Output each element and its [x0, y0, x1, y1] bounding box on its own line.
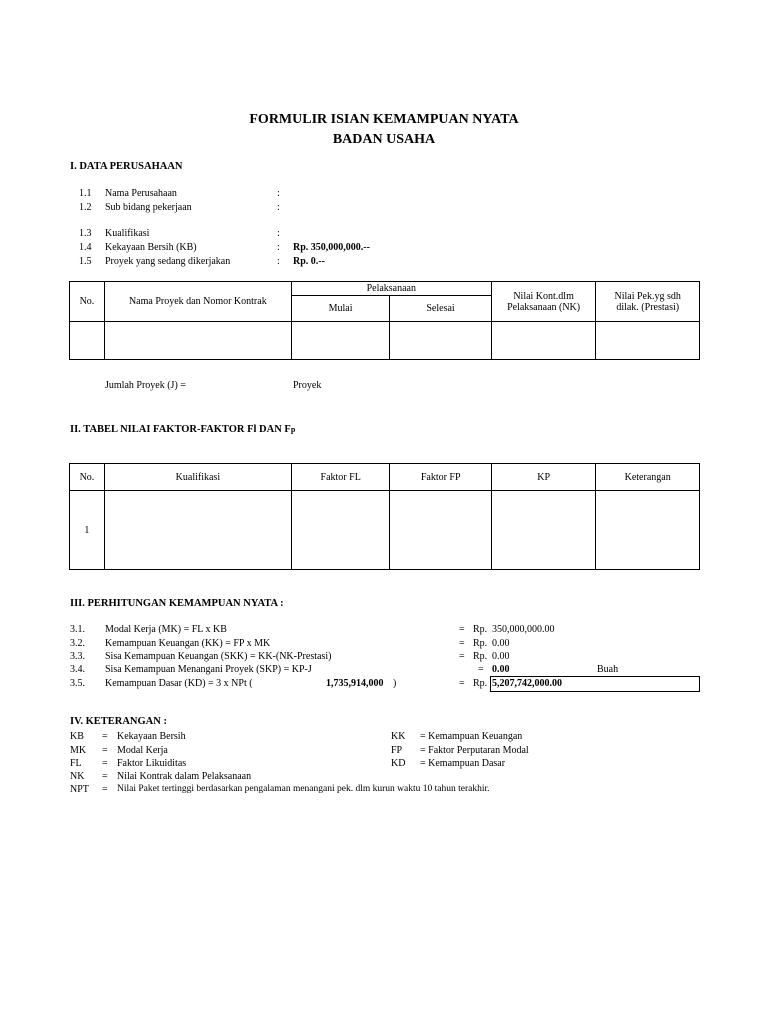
form-title-line2: BADAN USAHA — [332, 132, 436, 147]
faktor-table — [69, 463, 700, 570]
row-colon: : — [277, 228, 280, 239]
header-prestasi-line1: Nilai Pek.yg sdh — [614, 290, 681, 302]
jumlah-proyek-unit: Proyek — [293, 380, 322, 391]
abbr: KD — [391, 758, 406, 769]
modal-kerja-value: 350,000,000.00 — [492, 624, 555, 635]
header-no: No. — [70, 282, 105, 322]
desc: Faktor Likuiditas — [117, 758, 187, 769]
abbr: FP — [391, 745, 403, 756]
row-equals: = — [459, 624, 465, 635]
header-nilai-line1: Nilai Kont.dlm — [513, 290, 574, 302]
row-equals: = — [478, 664, 484, 675]
cell-faktor-fl — [291, 491, 390, 570]
header-faktor-fp: Faktor FP — [390, 464, 492, 491]
desc: Kekayaan Bersih — [117, 731, 186, 742]
row-colon: : — [277, 188, 280, 199]
row-colon: : — [277, 242, 280, 253]
row-number: 3.5. — [70, 678, 85, 689]
cell-no — [70, 322, 105, 360]
abbr: NPT — [70, 784, 89, 795]
row-label: Kekayaan Bersih (KB) — [105, 242, 197, 253]
row-colon: : — [277, 202, 280, 213]
row-label: Sub bidang pekerjaan — [105, 202, 192, 213]
row-number: 3.2. — [70, 638, 85, 649]
row-rp: Rp. — [473, 651, 488, 662]
row-colon: : — [277, 256, 280, 267]
row-label: Kualifikasi — [105, 228, 150, 239]
abbr: KB — [70, 731, 84, 742]
row-label: Sisa Kemampuan Keuangan (SKK) = KK-(NK-Prestasi) — [105, 651, 332, 662]
header-mulai: Mulai — [291, 296, 389, 322]
header-nilai-kontrak — [491, 282, 596, 322]
kemampuan-keuangan-value: 0.00 — [492, 638, 510, 649]
header-keterangan: Keterangan — [596, 464, 700, 491]
npt-value: 1,735,914,000 — [326, 678, 384, 689]
cell-prestasi — [596, 322, 700, 360]
header-kp: KP — [491, 464, 595, 491]
row-number: 1.1 — [79, 188, 92, 199]
sisa-kemampuan-proyek-value: 0.00 — [492, 664, 510, 675]
kekayaan-bersih-value: Rp. 350,000,000.-- — [293, 242, 370, 253]
kemampuan-dasar-box — [490, 676, 700, 692]
close-paren: ) — [393, 678, 397, 689]
equals: = — [102, 745, 108, 756]
section2-heading-main: II. TABEL NILAI FAKTOR-FAKTOR Fl DAN F — [70, 424, 291, 435]
cell-no: 1 — [70, 491, 105, 570]
desc: Nilai Kontrak dalam Pelaksanaan — [117, 771, 252, 782]
row-label: Modal Kerja (MK) = FL x KB — [105, 624, 227, 635]
form-title-line1: FORMULIR ISIAN KEMAMPUAN NYATA — [249, 112, 519, 127]
header-nilai-line2: Pelaksanaan (NK) — [507, 301, 581, 313]
row-rp: Rp. — [473, 678, 488, 689]
desc: Modal Kerja — [117, 745, 168, 756]
row-number: 1.4 — [79, 242, 92, 253]
abbr: MK — [70, 745, 87, 756]
header-kualifikasi: Kualifikasi — [104, 464, 291, 491]
row-number: 1.2 — [79, 202, 92, 213]
sisa-kemampuan-keuangan-value: 0.00 — [492, 651, 510, 662]
desc: = Kemampuan Keuangan — [420, 731, 523, 742]
equals: = — [102, 731, 108, 742]
cell-kp — [491, 491, 595, 570]
row-label: Nama Perusahaan — [105, 188, 177, 199]
abbr: FL — [70, 758, 82, 769]
cell-selesai — [390, 322, 492, 360]
header-faktor-fl: Faktor FL — [291, 464, 390, 491]
row-unit: Buah — [597, 664, 619, 675]
abbr: NK — [70, 771, 85, 782]
cell-nilai — [491, 322, 596, 360]
section3-heading: III. PERHITUNGAN KEMAMPUAN NYATA : — [70, 598, 284, 609]
row-equals: = — [459, 638, 465, 649]
row-equals: = — [459, 651, 465, 662]
section4-heading: IV. KETERANGAN : — [70, 716, 167, 727]
header-prestasi-line2: dilak. (Prestasi) — [616, 301, 680, 313]
row-label: Kemampuan Dasar (KD) = 3 x NPt ( — [105, 678, 253, 689]
row-label: Kemampuan Keuangan (KK) = FP x MK — [105, 638, 271, 649]
header-nama-proyek: Nama Proyek dan Nomor Kontrak — [104, 282, 291, 322]
row-rp: Rp. — [473, 638, 488, 649]
cell-keterangan — [596, 491, 700, 570]
jumlah-proyek-label: Jumlah Proyek (J) = — [105, 380, 186, 391]
cell-faktor-fp — [390, 491, 492, 570]
abbr: KK — [391, 731, 406, 742]
row-number: 3.3. — [70, 651, 85, 662]
cell-nama — [104, 322, 291, 360]
proyek-dikerjakan-value: Rp. 0.-- — [293, 256, 325, 267]
equals: = — [102, 784, 108, 795]
desc: Nilai Paket tertinggi berdasarkan pengalaman menangani pek. dlm kurun waktu 10 tahun terakhir. — [117, 784, 490, 794]
section2-heading-sub: p — [290, 425, 296, 434]
row-equals: = — [459, 678, 465, 689]
cell-kualifikasi — [104, 491, 291, 570]
header-pelaksanaan: Pelaksanaan — [291, 282, 491, 296]
cell-mulai — [291, 322, 389, 360]
row-number: 3.4. — [70, 664, 85, 675]
row-number: 1.3 — [79, 228, 92, 239]
header-prestasi — [596, 282, 700, 322]
kemampuan-dasar-value: 5,207,742,000.00 — [492, 678, 562, 689]
desc: = Faktor Perputaran Modal — [420, 745, 529, 756]
row-number: 1.5 — [79, 256, 92, 267]
row-label: Proyek yang sedang dikerjakan — [105, 256, 231, 267]
projects-table — [69, 281, 700, 360]
table-row — [70, 322, 700, 360]
header-no: No. — [70, 464, 105, 491]
desc: = Kemampuan Dasar — [420, 758, 506, 769]
header-selesai: Selesai — [390, 296, 492, 322]
section1-heading: I. DATA PERUSAHAAN — [70, 161, 183, 172]
row-number: 3.1. — [70, 624, 85, 635]
row-label: Sisa Kemampuan Menangani Proyek (SKP) = KP-J — [105, 664, 312, 675]
equals: = — [102, 758, 108, 769]
section2-heading — [70, 424, 295, 435]
table-row — [70, 491, 700, 570]
row-rp: Rp. — [473, 624, 488, 635]
equals: = — [102, 771, 108, 782]
